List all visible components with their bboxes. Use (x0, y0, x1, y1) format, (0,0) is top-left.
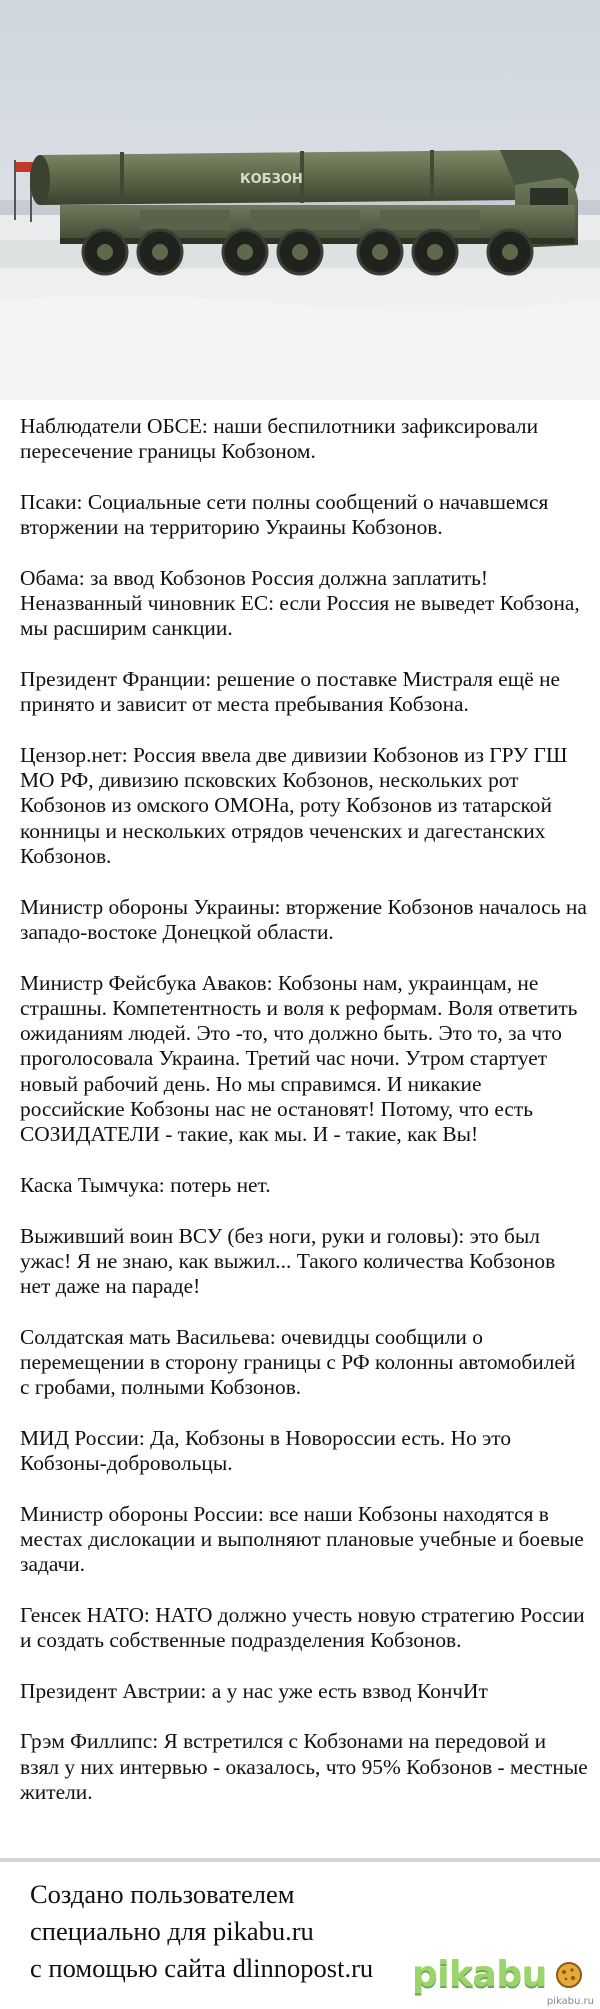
paragraph: Министр обороны России: все наши Кобзоны находятся в местах дислокации и выполняют плановые учебные и боевые задачи. (20, 1501, 584, 1577)
footer-line: Создано пользователем (30, 1879, 295, 1909)
paragraph: Генсек НАТО: НАТО должно учесть новую стратегию России и создать собственные подразделения Кобзонов. (20, 1602, 585, 1653)
paragraph: Министр Фейсбука Аваков: Кобзоны нам, украинцам, не страшны. Компетентность и воля к реформам. Воля ответить ожиданиям людей. Это -то, что должно быть. Это то, за что проголосовала Украина. Третий час ночи. Утром стартует новый рабочий день. Но мы справимся. И никакие российские Кобзоны нас не остановят! Потому, что есть СОЗИДАТЕЛИ - такие, как мы. И - такие, как Вы! (20, 970, 578, 1147)
footer-line: с помощью сайта dlinnopost.ru (30, 1953, 374, 1983)
paragraph: Министр обороны Украины: вторжение Кобзонов началось на западо-востоке Донецкой области. (20, 894, 587, 944)
footer-line: специально для pikabu.ru (30, 1916, 314, 1946)
paragraph: Цензор.нет: Россия ввела две дивизии Кобзонов из ГРУ ГШ МО РФ, дивизию псковских Кобзонов, нескольких рот Кобзонов из омского ОМОНа, роту Кобзонов из татарской конницы и нескольких отрядов чеченских и дагестанских Кобзонов. (20, 742, 568, 869)
paragraph: Обама: за ввод Кобзонов Россия должна заплатить! Неназванный чиновник ЕС: если Россия не выведет Кобзона, мы расширим санкции. (20, 565, 580, 641)
truck-marking: КОБЗОН (240, 172, 303, 187)
pikabu-logo[interactable] (412, 1955, 584, 1999)
post-text (20, 414, 590, 1831)
paragraph: Наблюдатели ОБСЕ: наши беспилотники зафиксировали пересечение границы Кобзоном. (20, 414, 539, 464)
paragraph: Президент Австрии: а у нас уже есть взвод КончИт (20, 1678, 488, 1703)
paragraph: Выживший воин ВСУ (без ноги, руки и головы): это был ужас! Я не знаю, как выжил... Такого количества Кобзонов нет даже на параде! (20, 1223, 556, 1299)
footer-credit (30, 1876, 373, 1987)
paragraph: МИД России: Да, Кобзоны в Новороссии есть. Но это Кобзоны-добровольцы. (20, 1425, 512, 1476)
missile-truck-photo (0, 0, 600, 400)
paragraph: Псаки: Социальные сети полны сообщений о начавшемся вторжении на территорию Украины Кобзонов. (20, 489, 549, 540)
paragraph: Грэм Филлипс: Я встретился с Кобзонами на передовой и взял у них интервью - оказалось, что 95% Кобзонов - местные жители. (20, 1729, 588, 1805)
cookie-icon (554, 1959, 584, 1989)
paragraph: Президент Франции: решение о поставке Мистраля ещё не принято и зависит от места пребывания Кобзона. (20, 666, 561, 717)
truck-illustration (0, 0, 600, 400)
watermark: pikabu.ru (546, 1996, 594, 2007)
paragraph: Каска Тымчука: потерь нет. (20, 1172, 271, 1197)
paragraph: Солдатская мать Васильева: очевидцы сообщили о перемещении в сторону границы с РФ колонны автомобилей с гробами, полными Кобзонов. (20, 1324, 576, 1400)
footer (0, 1858, 600, 2009)
pikabu-logo-text: pikabu (412, 1954, 547, 1995)
